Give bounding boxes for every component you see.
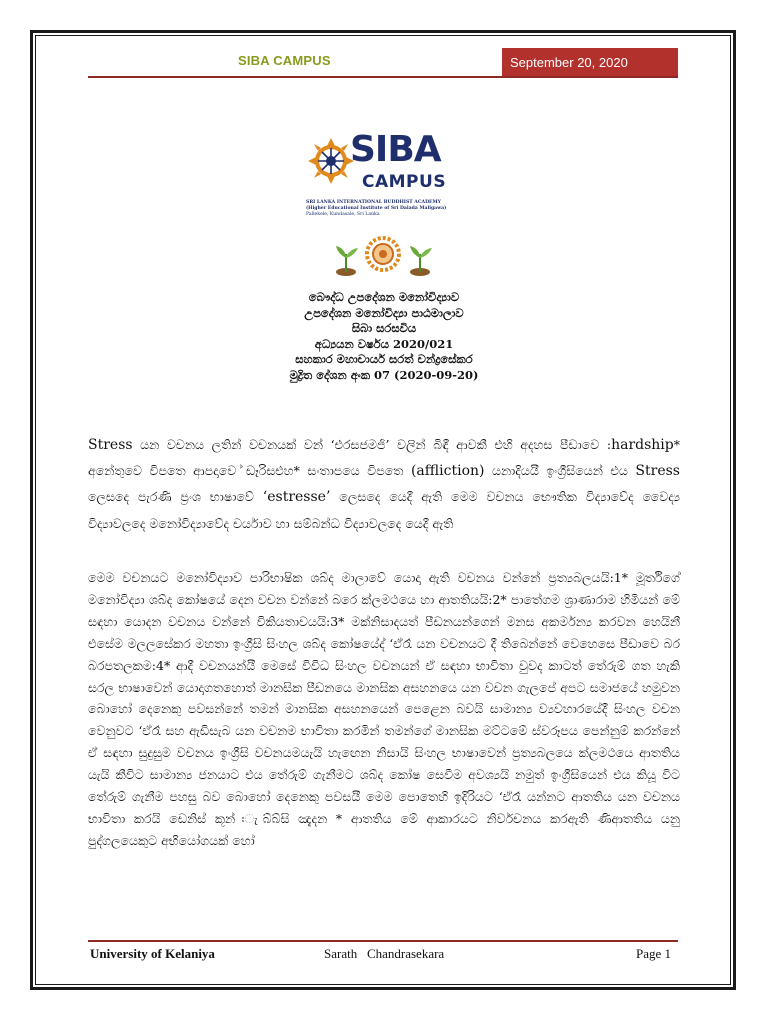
header-title: SIBA CAMPUS — [238, 53, 331, 68]
paragraph-text: ‘estresse’ — [262, 489, 331, 506]
paragraph-text: hardship — [611, 437, 674, 453]
logo-subtitle-line: SRI LANKA INTERNATIONAL BUDDHIST ACADEMY — [306, 200, 441, 205]
paragraph-text: ලෙසද‍ෙ පැරණි ප්‍රංශ භාෂාවේ — [88, 489, 263, 505]
header-date: September 20, 2020 — [502, 48, 678, 76]
footer-author: Sarath Chandrasekara — [324, 946, 445, 961]
paragraph-text: Stress — [635, 463, 680, 480]
footer-rule — [88, 940, 678, 942]
siba-campus-logo — [306, 130, 464, 232]
paragraph-stress-definition — [88, 432, 680, 537]
paragraph-text: ලෙසද‍ෙ යෙදී ඇති මෙම වචනය භෞතික විද්‍යාවේද වෛද්‍ය විද්‍යාවලද‍ෙ මනෝවිද්‍යාවේද චර්යාව හා සම්බන්ධ විද්‍යාවලද‍ෙ යෙදී ඇති — [88, 489, 680, 531]
footer-university: University of Kelaniya — [90, 946, 215, 961]
title-line: උපදේශන මනෝවිද්‍යා පාඨමාලාව — [304, 305, 464, 320]
logo-subtitle-line: (Higher Educational Institute of Sri Dalada Maligawa) — [306, 206, 447, 211]
title-line: අධ්‍යයන වර්ෂය 2020/021 — [314, 336, 454, 351]
paragraph-text: (affliction) — [410, 463, 485, 480]
wheel-icon — [367, 238, 399, 270]
logo-campus-text: CAMPUS — [362, 172, 447, 192]
title-line: සිබා සරසවිය — [351, 321, 417, 336]
title-line: සහකාර මහාචාර්ය සරත් චන්ද්‍රසේකර — [295, 352, 473, 367]
paragraph-text: Stress — [88, 437, 133, 453]
sprout-icon — [336, 246, 358, 276]
logo-subtitle-line: Pallekele, Kundasale, Sri Lanka — [306, 212, 380, 217]
paragraph-text: යනාදියයී ඉංග්‍රීසියෙන් එය — [484, 463, 636, 479]
title-line: බෞද්ධ උපදේශන මනෝවිද්‍යාව — [308, 290, 460, 304]
sprout-icon — [410, 246, 432, 276]
title-line: මුද්‍රිත දේශන අංක 07 (2020-09-20) — [289, 367, 479, 382]
dharma-wheel-icon — [306, 136, 356, 186]
logo-subtitle — [306, 200, 464, 218]
sprouts-wheel-emblem — [330, 232, 436, 278]
paragraph-sinhala-terms: මෙම වචනයට මනෝවිද්‍යාව පාරිභාෂික ශබ්ද මාලාවේ යොදා ඇති වචනය වන්නේ ප්‍රත්‍යබලයයි:1* මූර්තිගේ මනෝවිද්‍යා ශබ්ද කෝෂයේ දෙන වචන වන්නේ බරෙ ක්ලමථයෙ හා ආතතියයි:2* පාතේගම ශ්‍රාණාරාම හිමියන් මේ සඳහා යොදන වචනය වන්නේ විකියතාවයයි:3* මක්නිසාදයත් පීඩනයන්ගෙන් මනස අකර්මන්‍ය කරවන හෙයිනී එසේම මලලසේකර මහතා ඉංග්‍රීසි සිංහල ශබ්ද කෝෂයේද් ‘ඒරෑ යන වචනයට දී තිබෙන්නේ වෙහෙසෙ පීඩාවෙ බර බරපතලකම:4* ආදී වචනයන්යී මෙසේ විවිධ සිංහල වචනයන් ඒ සඳහා භාවිතා වුවද කාටත් තේරුම් ගත හැකි සරල භාෂාවෙන් යොදාගතහොත් මානසික පීඩනයෙ මානසික අසහනයෙ යන වචන ගැලපේ අපට සමාජයේ හමුවන බොහෝ දෙනෙකු පවසන්නේ තමන් මානසික අසහනයෙන් පෙළෙන බවයි සාමාන්‍ය ව්‍යවහාරයේදී සිංහල වචන වෙනුවට ‘ඒරෑ සහ ඇඩිසැබ යන වචනම භාවිතා කරමින් තමන්ගේ මානසික මට්ටමේ ස්වරූපය පෙන්නුම් කරන්නේ ඒ සඳහා සුදුසුම වචනය ඉංග්‍රීසි වචනයමයැයි හැඟෙන නිසායි සිංහල භාෂාවෙන් ප්‍රත්‍යබලයෙ ක්ලමථයෙ ආතතිය යැයි කීවිට සාමාන්‍ය ජනයාට එය තේරුම් ගැනීමට ශබ්ද කෝෂ සෙවීම අවශ්‍යයි නමුත් ඉංග්‍රීසියෙන් එය කියූ විට තේරුම් ගැනීම පහසු බව බොහෝ දෙනෙකු පවසයී මෙම පොතෙහි ඉදිරියට ‘ඒරෑ යන්නට ආතතිය යන වචනය භාවිතා කරයි ඩෙනිස් කූන් ඃැබ්බ්සි ඤැදන * ආතතිය මේ ආකාරයට නිර්වචනය කරඇති ණිආතතිය යනු පුද්ගලයෙකුට අභියෝගයක් හෝ — [88, 570, 680, 848]
logo-siba-text: SIBA — [350, 129, 441, 170]
paragraph-text: * අනේතුවෙ විපතෙ ආපදාවෙ ්ඩෑරිසඑහ* සංතාපයෙ විපතෙ — [88, 437, 680, 479]
footer-page-number: Page 1 — [636, 946, 672, 961]
paragraph-text: යන වචනය ලතින් වචනයක් වන් ‘එරසජමජි’ වලින් බිඳී ආවකී එහි අදහස පීඩාවෙ : — [132, 437, 612, 452]
header-rule — [88, 76, 678, 78]
lecture-title-block — [184, 290, 584, 384]
